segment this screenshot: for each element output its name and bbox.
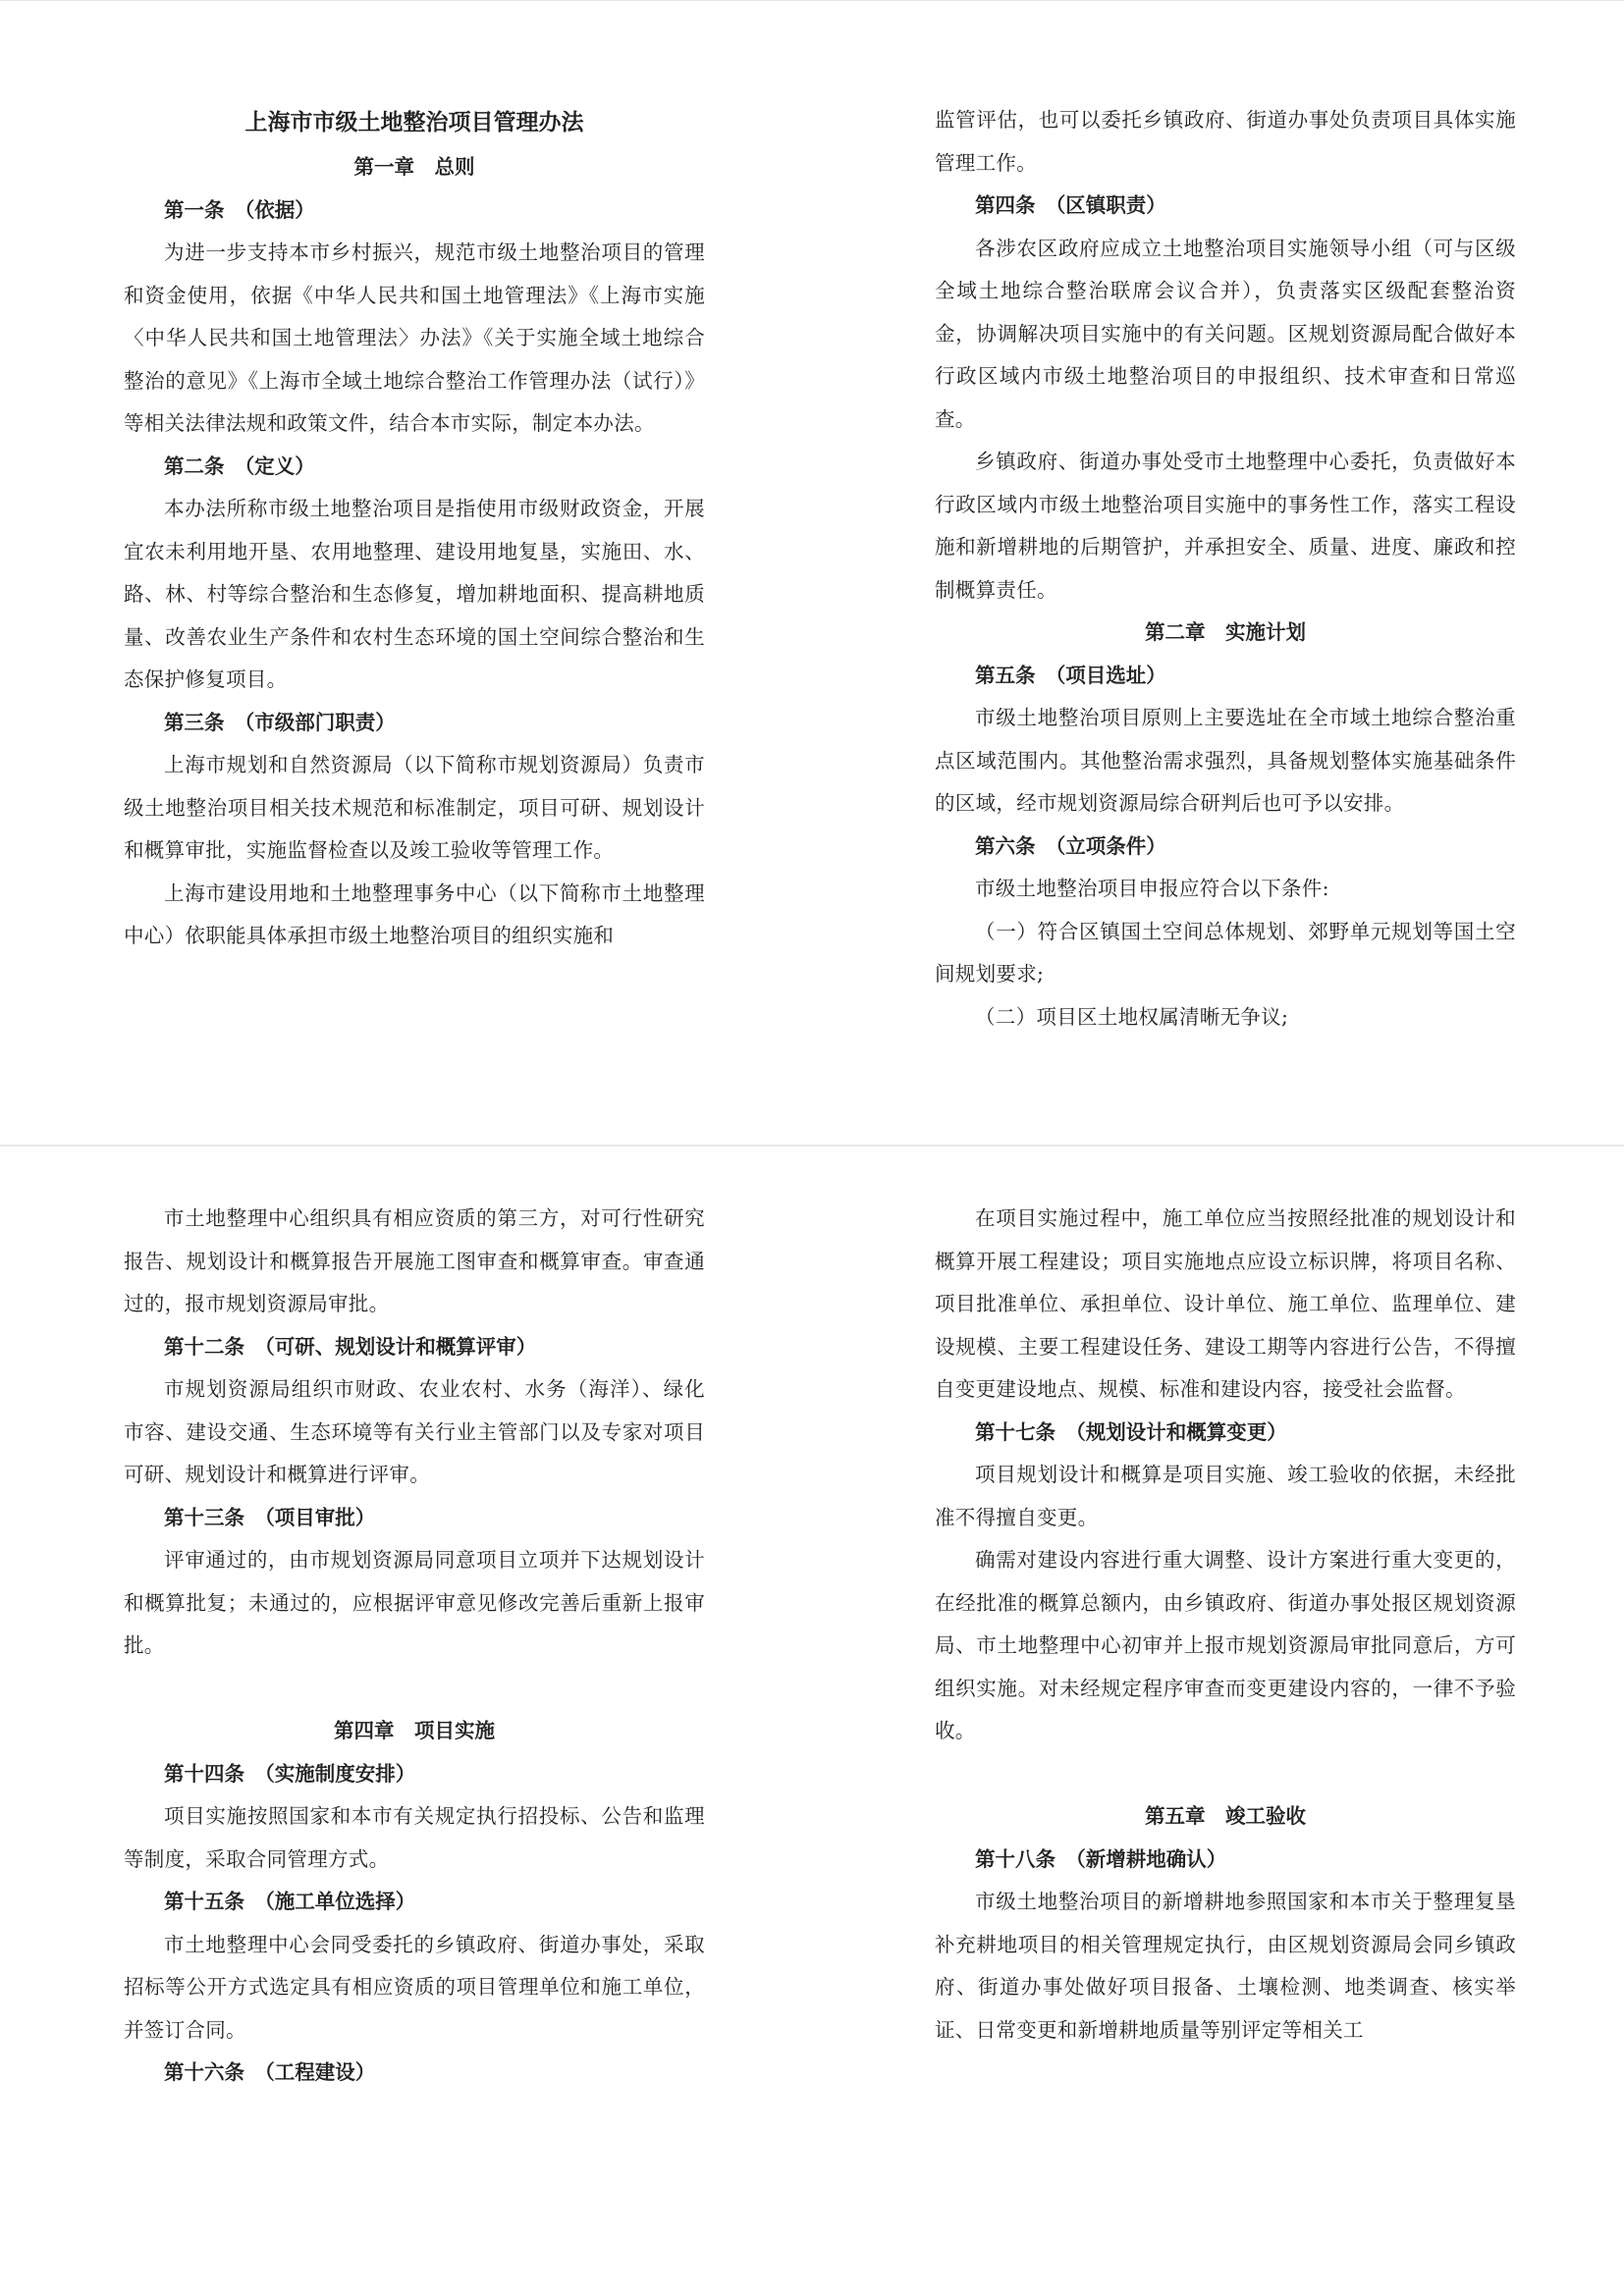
article-paragraph: 本办法所称市级土地整治项目是指使用市级财政资金，开展宜农未利用地开垦、农用地整理、建设用地复垦，实施田、水、路、林、村等综合整治和生态修复，增加耕地面积、提高耕地质量、改善农业生产条件和农村生态环境的国土空间综合整治和生态保护修复项目。 — [124, 497, 705, 691]
article-paragraph: 市级土地整治项目申报应符合以下条件: — [975, 877, 1329, 900]
article-paragraph: 乡镇政府、街道办事处受市土地整理中心委托，负责做好本行政区域内市级土地整治项目实施中的事务性工作，落实工程设施和新增耕地的后期管护，并承担安全、质量、进度、廉政和控制概算责任。 — [935, 450, 1516, 602]
article-heading: 第十五条 （施工单位选择） — [164, 1890, 416, 1913]
list-item: （一）符合区镇国土空间总体规划、郊野单元规划等国土空间规划要求; — [935, 919, 1516, 986]
document-page-1 — [0, 0, 1624, 1144]
article-paragraph: 上海市建设用地和土地整理事务中心（以下简称市土地整理中心）依职能具体承担市级土地整治项目的组织实施和 — [124, 881, 705, 947]
article-paragraph: 各涉农区政府应成立土地整治项目实施领导小组（可与区级全域土地综合整治联席会议合并），负责落实区级配套整治资金，协调解决项目实施中的有关问题。区规划资源局配合做好本行政区域内市级土地整治项目的申报组织、技术审查和日常巡查。 — [935, 236, 1516, 431]
article-paragraph-continued: 监管评估，也可以委托乡镇政府、街道办事处负责项目具体实施管理工作。 — [935, 108, 1516, 175]
article-heading: 第六条 （立项条件） — [975, 833, 1166, 858]
article-heading: 第十三条 （项目审批） — [164, 1505, 376, 1529]
article-paragraph: 确需对建设内容进行重大调整、设计方案进行重大变更的，在经批准的概算总额内，由乡镇政府、街道办事处报区规划资源局、市土地整理中心初审并上报市规划资源局审批同意后，方可组织实施。对未经规定程序审查而变更建设内容的，一律不予验收。 — [935, 1548, 1516, 1742]
article-heading: 第十六条 （工程建设） — [164, 2060, 376, 2084]
list-item: （二）项目区土地权属清晰无争议; — [975, 1004, 1289, 1029]
article-heading: 第十八条 （新增耕地确认） — [975, 1846, 1227, 1871]
chapter-heading: 第一章 总则 — [353, 155, 475, 179]
article-paragraph: 市土地整理中心会同受委托的乡镇政府、街道办事处，采取招标等公开方式选定具有相应资质的项目管理单位和施工单位，并签订合同。 — [124, 1932, 705, 2042]
chapter-heading: 第五章 竣工验收 — [1145, 1804, 1306, 1828]
page-divider — [0, 1145, 1624, 1147]
article-heading: 第三条 （市级部门职责） — [164, 710, 396, 734]
article-paragraph: 项目规划设计和概算是项目实施、竣工验收的依据，未经批准不得擅自变更。 — [935, 1463, 1516, 1529]
article-paragraph: 项目实施按照国家和本市有关规定执行招投标、公告和监理等制度，采取合同管理方式。 — [124, 1804, 705, 1871]
article-paragraph: 上海市规划和自然资源局（以下简称市规划资源局）负责市级土地整治项目相关技术规范和标准制定，项目可研、规划设计和概算审批，实施监督检查以及竣工验收等管理工作。 — [124, 753, 705, 862]
article-paragraph: 在项目实施过程中，施工单位应当按照经批准的规划设计和概算开展工程建设；项目实施地点应设立标识牌，将项目名称、项目批准单位、承担单位、设计单位、施工单位、监理单位、建设规模、主要工程建设任务、建设工期等内容进行公告，不得擅自变更建设地点、规模、标准和建设内容，接受社会监督。 — [935, 1206, 1516, 1401]
document-title: 上海市市级土地整治项目管理办法 — [244, 109, 584, 135]
article-paragraph: 市规划资源局组织市财政、农业农村、水务（海洋）、绿化市容、建设交通、生态环境等有关行业主管部门以及专家对项目可研、规划设计和概算进行评审。 — [124, 1377, 705, 1486]
chapter-heading: 第二章 实施计划 — [1145, 620, 1306, 644]
article-heading: 第五条 （项目选址） — [975, 663, 1166, 687]
article-heading: 第十七条 （规划设计和概算变更） — [975, 1419, 1287, 1444]
blank-line — [935, 1753, 1516, 1796]
article-heading: 第二条 （定义） — [164, 454, 315, 478]
blank-line — [124, 1668, 705, 1711]
article-paragraph: 市级土地整治项目的新增耕地参照国家和本市关于整理复垦补充耕地项目的相关管理规定执行，由区规划资源局会同乡镇政府、街道办事处做好项目报备、土壤检测、地类调查、核实举证、日常变更和新增耕地质量等别评定等相关工 — [935, 1890, 1516, 2042]
article-heading: 第十二条 （可研、规划设计和概算评审） — [164, 1334, 537, 1359]
page1-left-column — [124, 99, 705, 958]
article-paragraph: 评审通过的，由市规划资源局同意项目立项并下达规划设计和概算批复；未通过的，应根据评审意见修改完善后重新上报审批。 — [124, 1548, 705, 1657]
document-page-2 — [0, 1148, 1624, 2292]
page2-right-column — [935, 1198, 1516, 2052]
article-paragraph: 市级土地整治项目原则上主要选址在全市域土地综合整治重点区域范围内。其他整治需求强烈，具备规划整体实施基础条件的区域，经市规划资源局综合研判后也可予以安排。 — [935, 706, 1516, 815]
page1-right-column — [935, 99, 1516, 1039]
article-paragraph: 市土地整理中心组织具有相应资质的第三方，对可行性研究报告、规划设计和概算报告开展施工图审查和概算审查。审查通过的，报市规划资源局审批。 — [124, 1206, 705, 1315]
article-paragraph: 为进一步支持本市乡村振兴，规范市级土地整治项目的管理和资金使用，依据《中华人民共和国土地管理法》《上海市实施〈中华人民共和国土地管理法〉办法》《关于实施全域土地综合整治的意见》《上海市全域土地综合整治工作管理办法（试行）》等相关法律法规和政策文件，结合本市实际，制定本办法。 — [124, 240, 705, 435]
article-heading: 第一条 （依据） — [164, 197, 315, 222]
article-heading: 第四条 （区镇职责） — [975, 193, 1166, 217]
chapter-heading: 第四章 项目实施 — [334, 1719, 495, 1742]
article-heading: 第十四条 （实施制度安排） — [164, 1761, 416, 1786]
page2-left-column — [124, 1198, 705, 2095]
